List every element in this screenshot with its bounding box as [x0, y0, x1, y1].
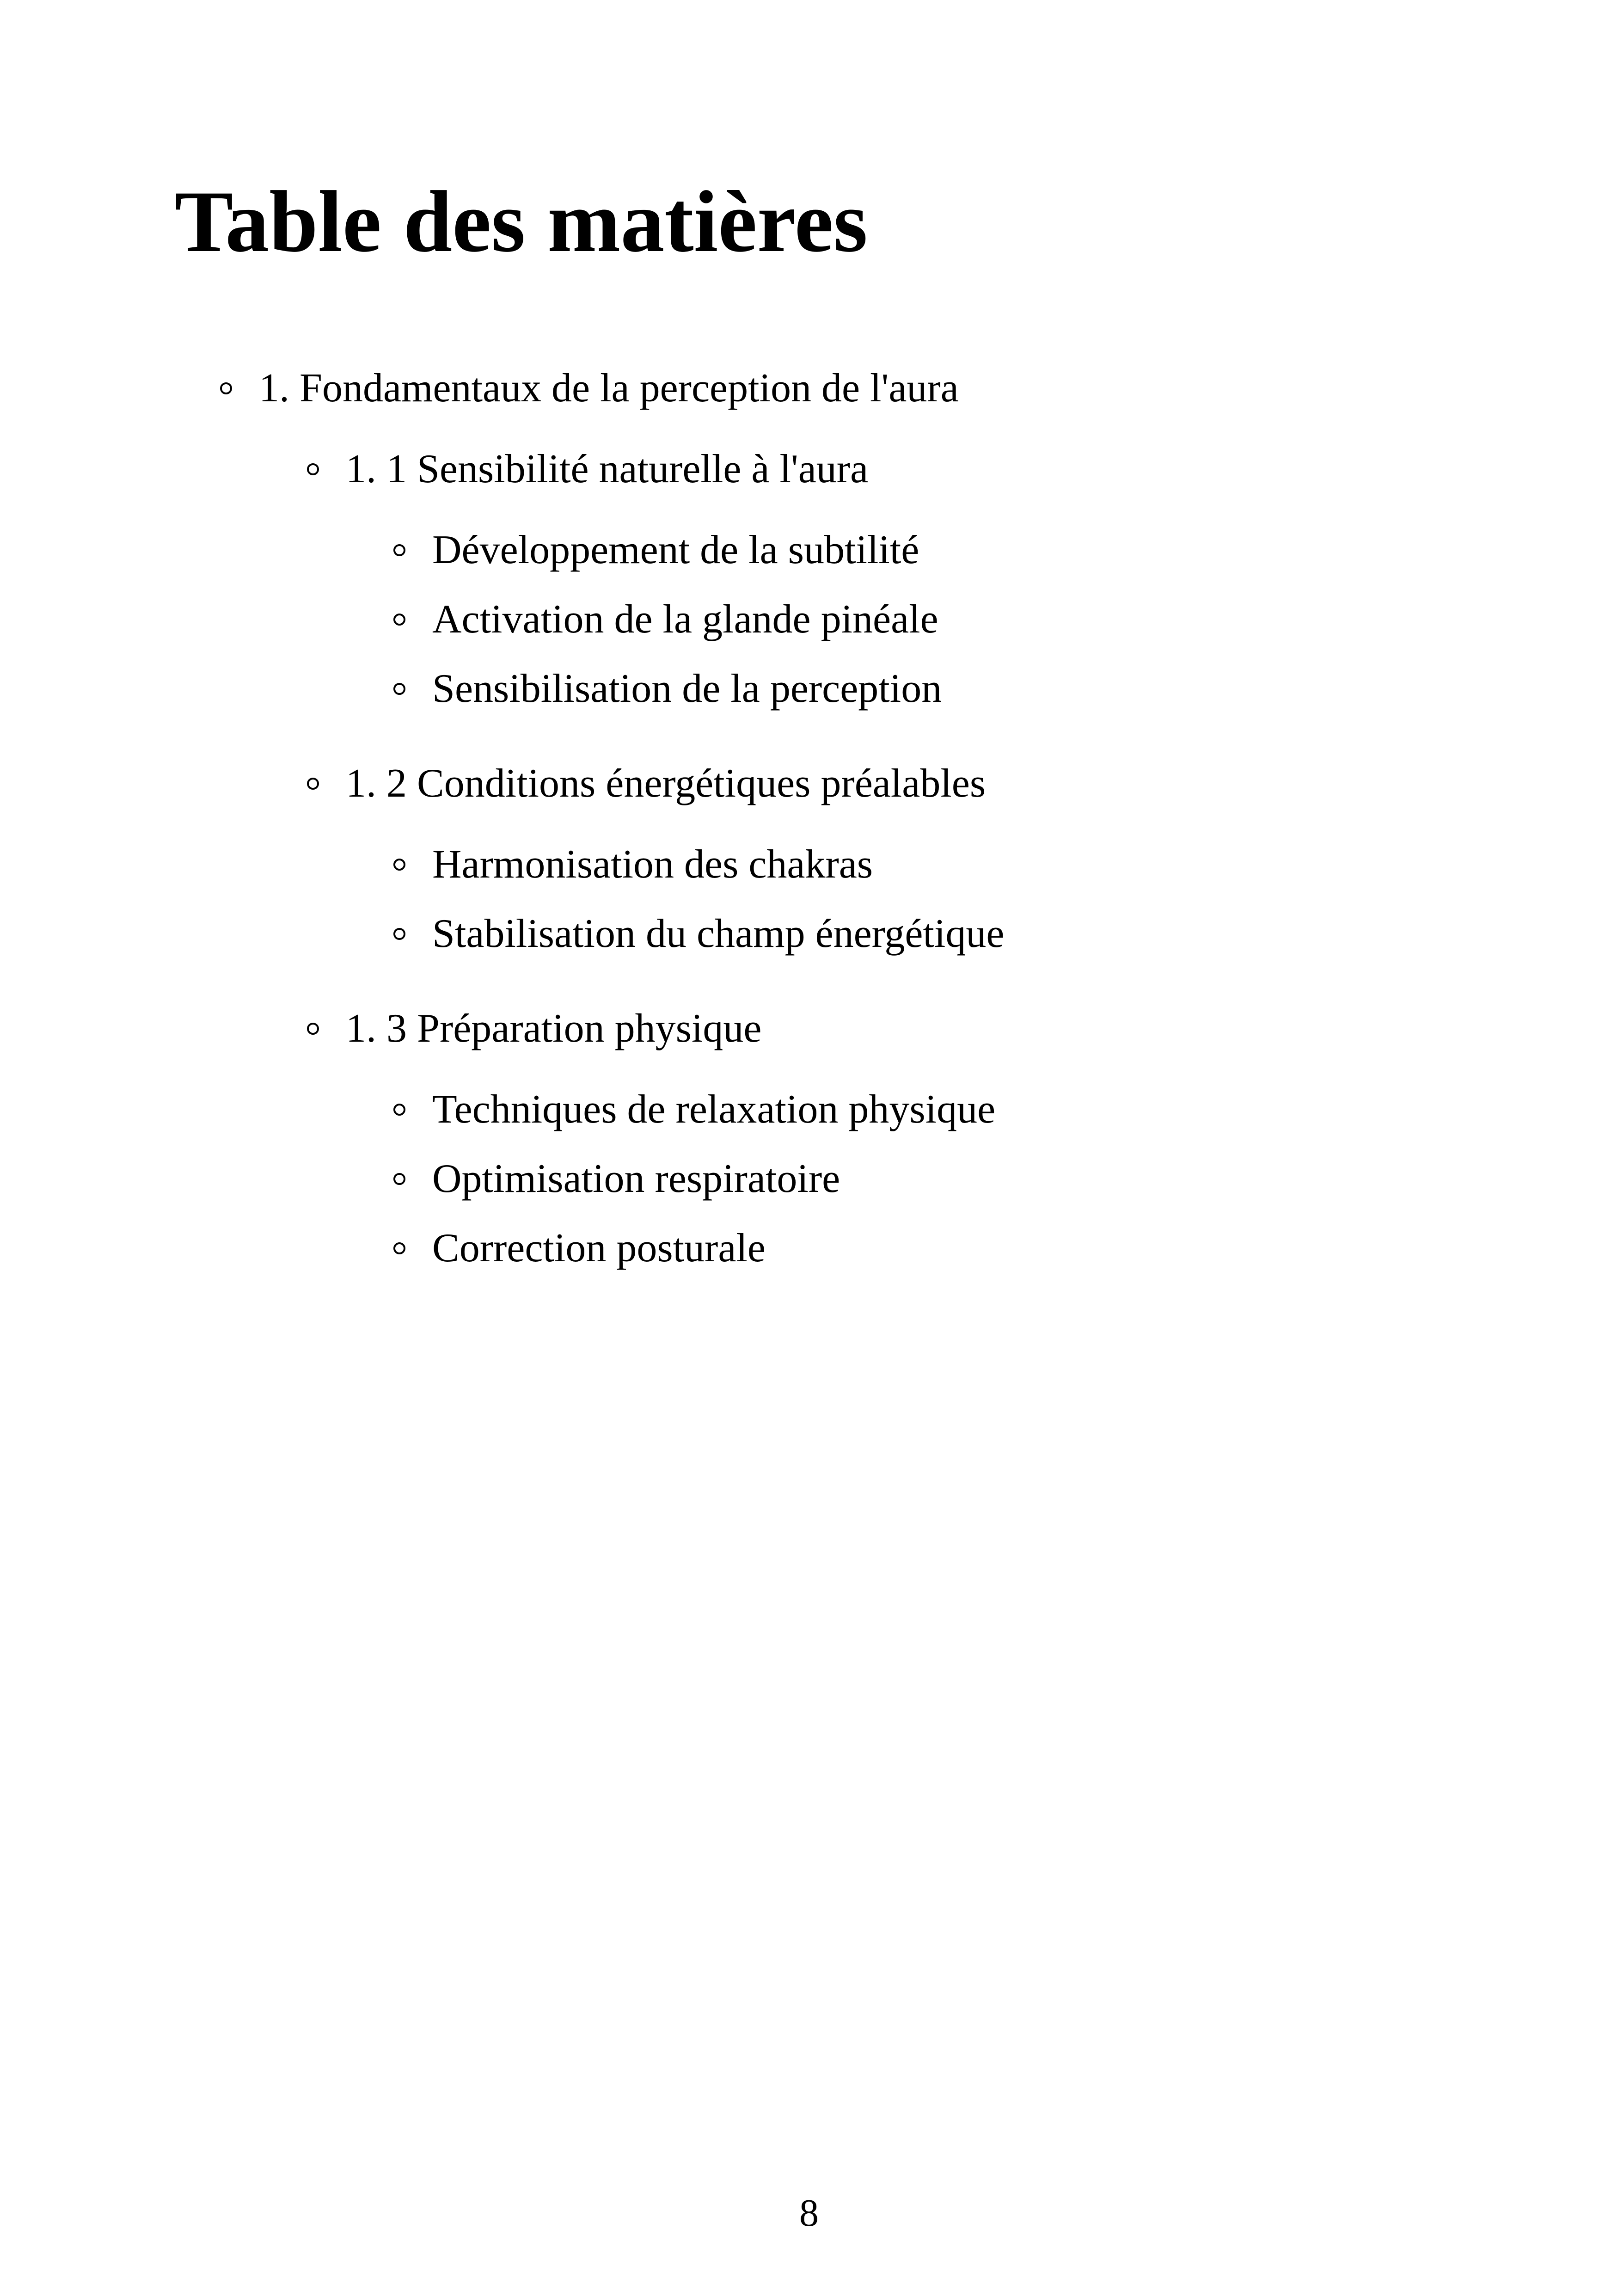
toc-item-level3[interactable] — [393, 594, 938, 645]
bullet-circle-icon — [393, 859, 405, 871]
toc-item-level2[interactable] — [307, 758, 986, 809]
bullet-circle-icon — [393, 544, 405, 556]
bullet-circle-icon — [393, 683, 405, 695]
toc-item-label: Harmonisation des chakras — [432, 842, 873, 887]
bullet-circle-icon — [393, 928, 405, 940]
toc-item-label: 1. 3 Préparation physique — [346, 1006, 762, 1051]
toc-item-label: 1. Fondamentaux de la perception de l'aura — [259, 366, 959, 411]
toc-item-label: Activation de la glande pinéale — [432, 597, 938, 642]
toc-item-label: Développement de la subtilité — [432, 528, 919, 572]
toc-item-level3[interactable] — [393, 525, 919, 576]
bullet-circle-icon — [220, 382, 232, 394]
toc-item-level3[interactable] — [393, 1223, 766, 1274]
toc-item-level3[interactable] — [393, 909, 1004, 959]
bullet-circle-icon — [393, 1104, 405, 1116]
toc-item-label: 1. 2 Conditions énergétiques préalables — [346, 761, 986, 806]
bullet-circle-icon — [307, 778, 319, 790]
toc-item-label: Sensibilisation de la perception — [432, 666, 942, 711]
bullet-circle-icon — [393, 1173, 405, 1185]
toc-item-level2[interactable] — [307, 444, 868, 495]
toc-item-label: Optimisation respiratoire — [432, 1156, 840, 1201]
toc-item-level2[interactable] — [307, 1003, 761, 1054]
toc-item-level1[interactable] — [220, 363, 959, 414]
bullet-circle-icon — [307, 1023, 319, 1035]
bullet-circle-icon — [393, 614, 405, 626]
toc-item-label: 1. 1 Sensibilité naturelle à l'aura — [346, 447, 869, 491]
toc-item-label: Techniques de relaxation physique — [432, 1087, 996, 1132]
page-number: 8 — [799, 2192, 819, 2235]
page-title: Table des matières — [175, 173, 868, 270]
toc-item-label: Correction posturale — [432, 1226, 766, 1271]
bullet-circle-icon — [393, 1242, 405, 1254]
toc-item-label: Stabilisation du champ énergétique — [432, 911, 1005, 956]
toc-item-level3[interactable] — [393, 663, 942, 714]
toc-item-level3[interactable] — [393, 839, 873, 890]
bullet-circle-icon — [307, 463, 319, 475]
toc-item-level3[interactable] — [393, 1154, 840, 1204]
toc-item-level3[interactable] — [393, 1084, 995, 1135]
